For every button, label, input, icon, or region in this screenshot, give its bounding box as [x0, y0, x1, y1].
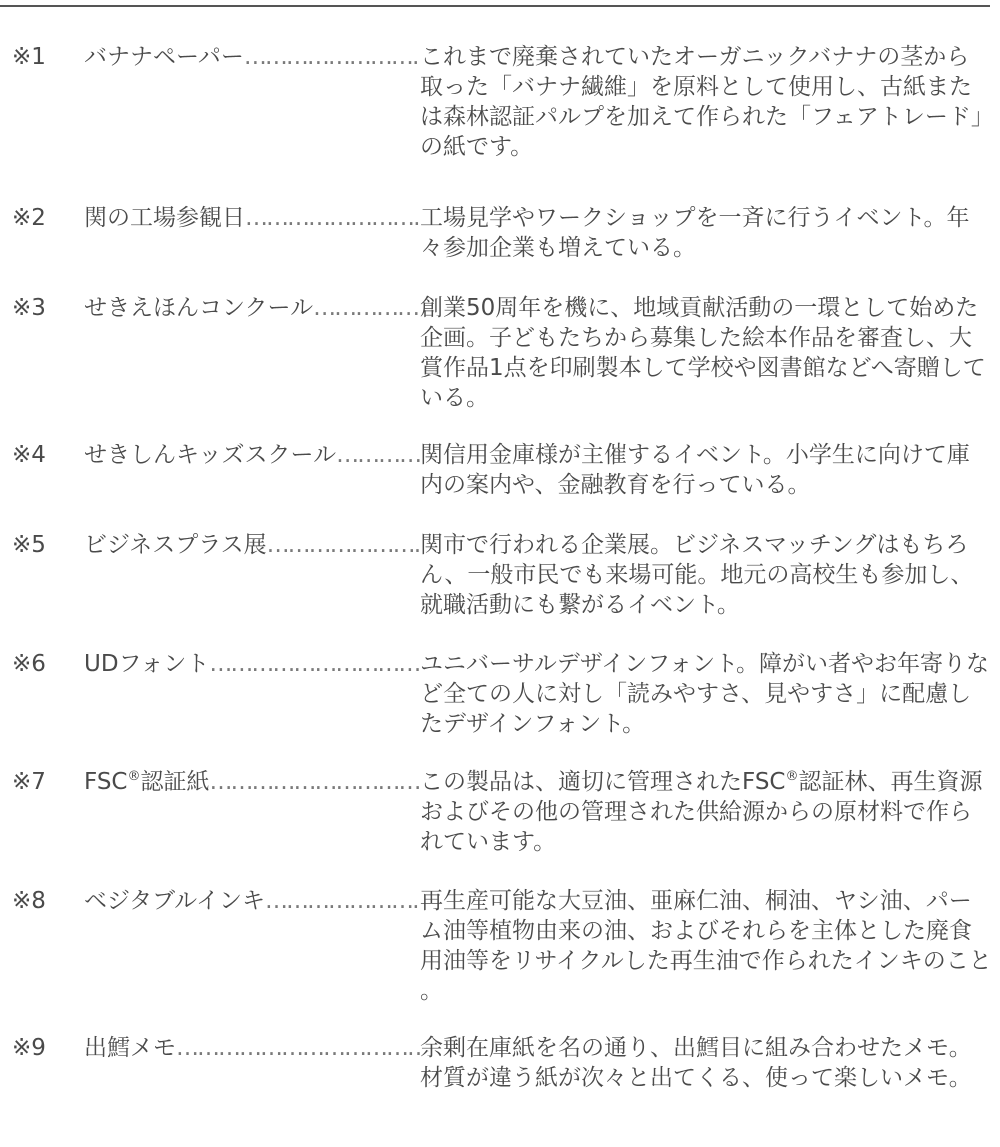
note-description [420, 767, 992, 857]
note-description: 再生産可能な大豆油、亜麻仁油、桐油、ヤシ油、パーム油等植物由来の油、およびそれらを主体とした廃食用油等をリサイクルした再生油で作られたインキのこと。 [420, 888, 992, 1004]
registered-mark: ® [785, 769, 799, 784]
note-number: ※3 [12, 295, 46, 321]
note-number: ※5 [12, 532, 46, 558]
note-number: ※1 [12, 44, 46, 70]
fsc-term-text: FSC [84, 769, 128, 795]
note-description: これまで廃棄されていたオーガニックバナナの茎から取った「バナナ繊維」を原料として使用し、古紙または森林認証パルプを加えて作られた「フェアトレード」の紙です。 [420, 44, 983, 160]
note-description: 工場見学やワークショップを一斉に行うイベント。年々参加企業も増えている。 [420, 205, 970, 261]
note-term: 出鱈メモ ………………………………………………………………………… [84, 1033, 420, 1063]
registered-mark: ® [127, 769, 141, 784]
note-term: せきしんキッズスクール ………………………………………………………………………… [84, 440, 420, 470]
note-term: 関の工場参観日 ………………………………………………………………………… [84, 203, 420, 233]
note-number: ※7 [12, 769, 46, 795]
description-part: 認証林、再生資源およびその他の管理された供給源からの原材料で作られています。 [420, 769, 983, 855]
fsc-term-suffix: 認証紙 [140, 769, 210, 795]
note-term: ビジネスプラス展 ………………………………………………………………………… [84, 530, 420, 560]
note-term: せきえほんコンクール ………………………………………………………………………… [84, 293, 420, 323]
note-description: 関市で行われる企業展。ビジネスマッチングはもちろん、一般市民でも来場可能。地元の高校生も参加し、就職活動にも繋がるイベント。 [420, 532, 974, 618]
note-number: ※8 [12, 888, 46, 914]
note-term: ベジタブルインキ ………………………………………………………………………… [84, 886, 420, 916]
note-description: 余剰在庫紙を名の通り、出鱈目に組み合わせたメモ。材質が違う紙が次々と出てくる、使って楽しいメモ。 [420, 1035, 972, 1091]
note-number: ※6 [12, 651, 46, 677]
note-description: 創業50周年を機に、地域貢献活動の一環として始めた企画。子どもたちから募集した絵本作品を審査し、大賞作品1点を印刷製本して学校や図書館などへ寄贈している。 [420, 295, 986, 411]
description-part: この製品は、適切に管理されたFSC [420, 769, 786, 795]
note-number: ※2 [12, 205, 46, 231]
note-number: ※9 [12, 1035, 46, 1061]
note-description: ユニバーサルデザインフォント。障がい者やお年寄りなど全ての人に対し「読みやすさ、見やすさ」に配慮したデザインフォント。 [420, 651, 990, 737]
note-term [84, 767, 420, 797]
note-description: 関信用金庫様が主催するイベント。小学生に向けて庫内の案内や、金融教育を行っている。 [420, 442, 970, 498]
note-number: ※4 [12, 442, 46, 468]
note-term: バナナペーパー ………………………………………………………………………… [84, 42, 420, 72]
note-term: UDフォント ………………………………………………………………………… [84, 649, 420, 679]
